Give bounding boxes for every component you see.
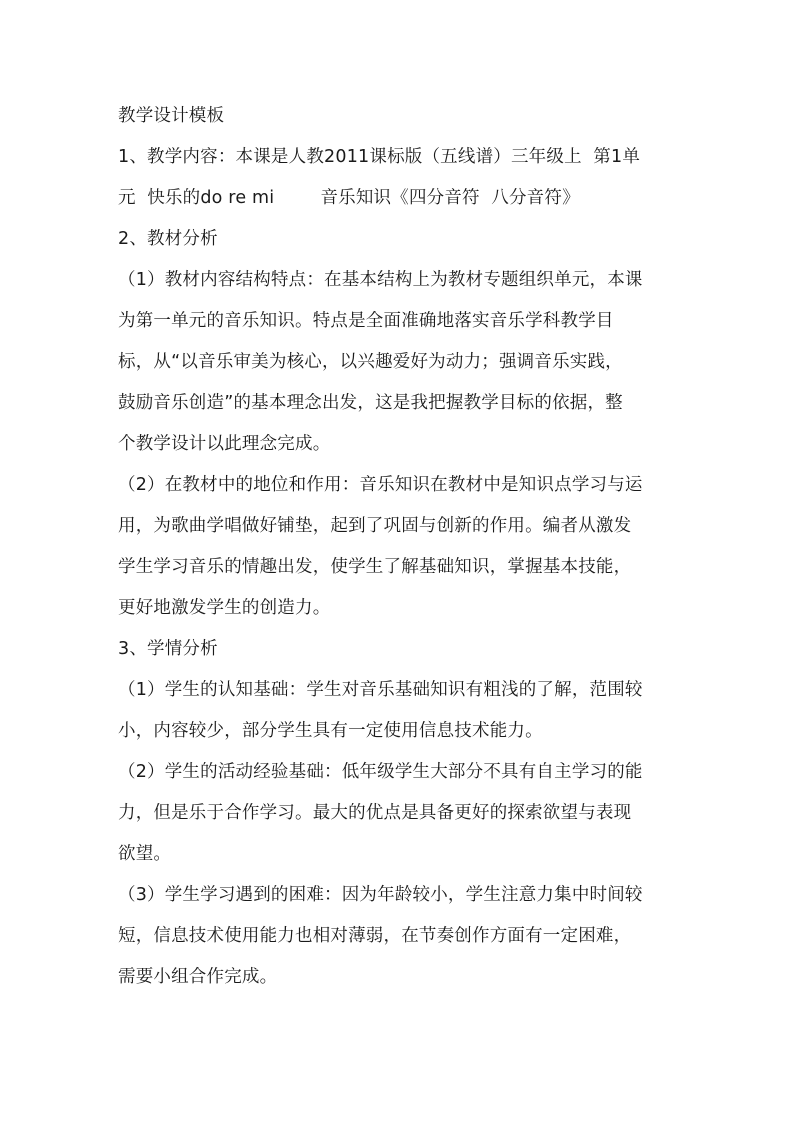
paragraph-line: 小，内容较少，部分学生具有一定使用信息技术能力。 (118, 721, 543, 741)
paragraph-line: 欲望。 (118, 844, 172, 864)
paragraph-line: 为第一单元的音乐知识。特点是全面准确地落实音乐学科教学目 (118, 311, 614, 331)
section-heading: 3、学情分析 (118, 639, 218, 659)
paragraph-line: 更好地激发学生的创造力。 (118, 598, 331, 618)
section-heading-student-analysis (118, 629, 684, 670)
section-position-role (118, 465, 684, 629)
section-structure-features (118, 260, 684, 465)
section-teaching-content (118, 137, 684, 219)
document-title: 教学设计模板 (118, 106, 225, 126)
paragraph-line: （2）在教材中的地位和作用：音乐知识在教材中是知识点学习与运 (118, 475, 643, 495)
paragraph-line: 个教学设计以此理念完成。 (118, 434, 331, 454)
section-cognitive-basis (118, 670, 684, 752)
paragraph-line: 1、教学内容：本课是人教2011课标版（五线谱）三年级上 第1单 (118, 147, 641, 167)
paragraph-line: （2）学生的活动经验基础：低年级学生大部分不具有自主学习的能 (118, 762, 643, 782)
paragraph-line: （3）学生学习遇到的困难：因为年龄较小，学生注意力集中时间较 (118, 885, 643, 905)
paragraph-line: （1）教材内容结构特点：在基本结构上为教材专题组织单元，本课 (118, 270, 643, 290)
paragraph-line: 学生学习音乐的情趣出发，使学生了解基础知识，掌握基本技能， (118, 557, 632, 577)
section-learning-difficulties (118, 875, 684, 998)
paragraph-line: 力，但是乐于合作学习。最大的优点是具备更好的探索欲望与表现 (118, 803, 632, 823)
paragraph-line: 需要小组合作完成。 (118, 967, 278, 987)
section-heading: 2、教材分析 (118, 229, 218, 249)
document-body (118, 96, 684, 998)
paragraph-line: 鼓励音乐创造”的基本理念出发，这是我把握教学目标的依据，整 (118, 393, 623, 413)
paragraph-line: 短，信息技术使用能力也相对薄弱，在节奏创作方面有一定困难， (118, 926, 632, 946)
paragraph-line: （1）学生的认知基础：学生对音乐基础知识有粗浅的了解，范围较 (118, 680, 643, 700)
paragraph-line: 元 快乐的do re mi 音乐知识《四分音符 八分音符》 (118, 188, 580, 208)
paragraph-line: 用，为歌曲学唱做好铺垫，起到了巩固与创新的作用。编者从激发 (118, 516, 632, 536)
section-heading-material-analysis (118, 219, 684, 260)
paragraph-line: 标，从“以音乐审美为核心，以兴趣爱好为动力；强调音乐实践， (118, 352, 623, 372)
section-activity-experience (118, 752, 684, 875)
